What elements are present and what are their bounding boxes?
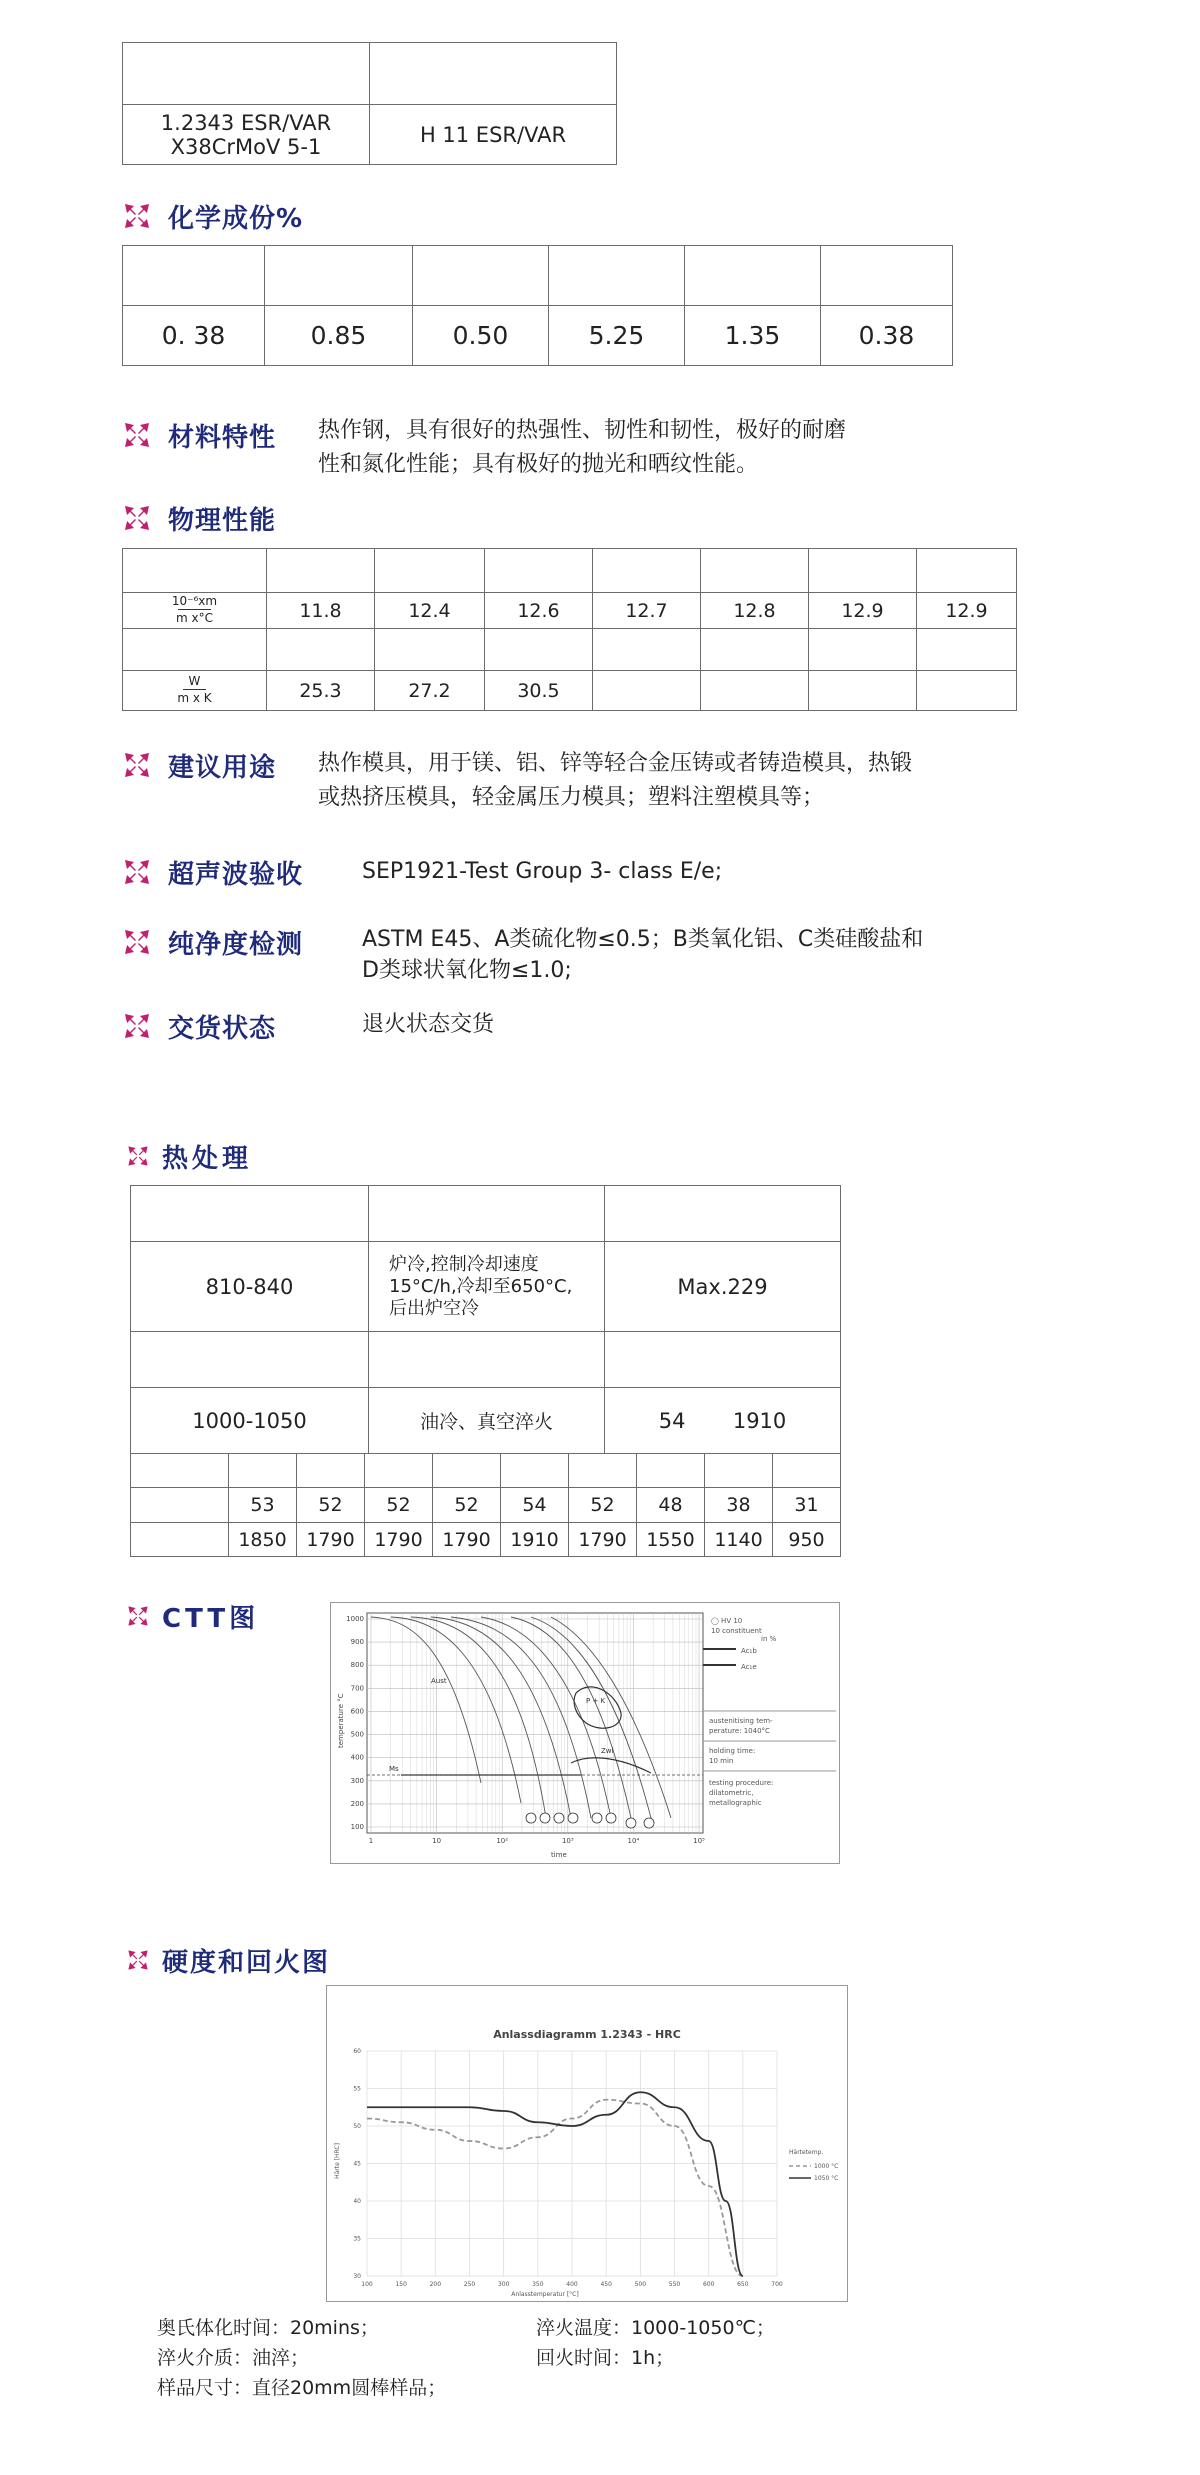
temper-hrc-label bbox=[131, 1488, 229, 1523]
tempering-legend-1050: 1050 °C bbox=[814, 2175, 839, 2182]
ctt-ac1b: Ac₁b bbox=[741, 1647, 757, 1655]
usage-text bbox=[318, 747, 912, 815]
ctt-label-pk: P + K bbox=[586, 1697, 606, 1705]
expansion-unit-cell bbox=[123, 593, 267, 629]
temper-mpa-label bbox=[131, 1523, 229, 1557]
ctt-label-ms: Ms bbox=[389, 1765, 399, 1773]
tempering-chart bbox=[326, 1985, 848, 2302]
cross-arrows-icon bbox=[126, 1948, 150, 1972]
ultrasonic-text: SEP1921-Test Group 3- class E/e; bbox=[362, 859, 723, 884]
temper-mpa-value: 1550 bbox=[637, 1523, 705, 1557]
tempering-x-tick: 300 bbox=[497, 2281, 510, 2288]
tempering-chart-svg bbox=[327, 1986, 847, 2301]
ctt-y-tick: 100 bbox=[350, 1823, 364, 1831]
tempering-x-tick: 400 bbox=[566, 2281, 578, 2288]
tempering-y-tick: 40 bbox=[353, 2198, 361, 2205]
note-medium: 淬火介质：油淬； bbox=[157, 2347, 310, 2369]
tempering-table bbox=[130, 1453, 841, 1557]
designation-aisi-cell: H 11 ESR/VAR bbox=[370, 105, 617, 165]
usage-section-title bbox=[122, 745, 276, 785]
chemical-value-si: 0.85 bbox=[265, 306, 413, 366]
chemical-value-mn: 0.50 bbox=[413, 306, 549, 366]
temper-mpa-value: 1850 bbox=[229, 1523, 297, 1557]
ctt-diagram bbox=[330, 1602, 840, 1864]
temper-hrc-value: 53 bbox=[229, 1488, 297, 1523]
ctt-title: CTT图 bbox=[162, 1603, 260, 1634]
material-text bbox=[318, 414, 846, 482]
usage-title: 建议用途 bbox=[168, 752, 277, 783]
designation-header-cell bbox=[123, 43, 370, 105]
tempering-legend-title: Härtetemp. bbox=[789, 2149, 824, 2156]
chemical-header-cell bbox=[123, 246, 265, 306]
tempering-y-tick: 45 bbox=[353, 2160, 361, 2168]
chemical-header-cell bbox=[413, 246, 549, 306]
hardening-temp: 1000-1050 bbox=[131, 1388, 369, 1454]
expansion-unit-bottom: m x°C bbox=[176, 611, 213, 625]
tempering-x-tick: 200 bbox=[429, 2281, 442, 2288]
tempering-x-tick: 350 bbox=[532, 2281, 544, 2288]
tempering-y-tick: 60 bbox=[353, 2048, 361, 2055]
ctt-y-tick: 300 bbox=[350, 1776, 364, 1785]
chemical-title: 化学成份% bbox=[168, 203, 304, 234]
cross-arrows-icon bbox=[126, 1604, 150, 1628]
ctt-y-tick: 200 bbox=[350, 1799, 364, 1808]
physical-table bbox=[122, 548, 1017, 711]
chemical-value-v: 0.38 bbox=[821, 306, 953, 366]
note-quench-temp: 淬火温度：1000-1050℃； bbox=[536, 2317, 775, 2339]
ctt-x-tick: 1 bbox=[368, 1837, 374, 1845]
temper-hrc-value: 48 bbox=[637, 1488, 705, 1523]
heat-top-table bbox=[130, 1185, 841, 1454]
ctt-x-tick: 10³ bbox=[561, 1837, 574, 1845]
tempering-ylabel: Härte [HRC] bbox=[334, 2143, 341, 2179]
expansion-value: 11.8 bbox=[267, 593, 375, 629]
cross-arrows-icon bbox=[126, 1144, 150, 1168]
material-section-title bbox=[122, 415, 276, 455]
ctt-x-tick: 10⁴ bbox=[627, 1837, 640, 1845]
chemical-header-cell bbox=[265, 246, 413, 306]
ctt-legend: 10 constituent bbox=[711, 1627, 762, 1635]
cross-arrows-icon bbox=[122, 750, 152, 780]
conductivity-value: 25.3 bbox=[267, 671, 375, 711]
tempering-y-tick: 55 bbox=[353, 2085, 361, 2093]
designation-table bbox=[122, 42, 617, 165]
ctt-y-tick: 700 bbox=[350, 1684, 364, 1693]
designation-din-1: 1.2343 ESR/VAR bbox=[160, 110, 332, 135]
ctt-y-tick: 600 bbox=[350, 1707, 364, 1716]
designation-header-cell bbox=[370, 43, 617, 105]
tempering-x-tick: 450 bbox=[600, 2281, 612, 2288]
ctt-xlabel: time bbox=[551, 1851, 567, 1859]
ctt-x-tick: 10² bbox=[496, 1837, 509, 1845]
tempering-x-tick: 500 bbox=[634, 2281, 647, 2288]
tempering-x-tick: 250 bbox=[463, 2281, 476, 2288]
temper-hrc-value: 38 bbox=[705, 1488, 773, 1523]
ctt-info: testing procedure: bbox=[709, 1779, 774, 1787]
temper-mpa-value: 1140 bbox=[705, 1523, 773, 1557]
temper-mpa-value: 1790 bbox=[569, 1523, 637, 1557]
annealing-method-line: 15°C/h,冷却至650°C, bbox=[389, 1275, 573, 1297]
chemical-value-cr: 5.25 bbox=[549, 306, 685, 366]
heat-section-title bbox=[126, 1136, 252, 1176]
ctt-section-title bbox=[126, 1596, 259, 1636]
physical-section-title bbox=[122, 498, 276, 538]
temper-mpa-value: 1790 bbox=[433, 1523, 501, 1557]
ctt-info: dilatometric, bbox=[709, 1789, 754, 1797]
annealing-method bbox=[369, 1242, 605, 1332]
note-sample: 样品尺寸：直径20mm圆棒样品； bbox=[157, 2377, 447, 2399]
conductivity-value bbox=[809, 671, 917, 711]
hardening-method: 油冷、真空淬火 bbox=[369, 1388, 605, 1454]
conductivity-unit-top: W bbox=[188, 674, 201, 688]
conductivity-value: 27.2 bbox=[375, 671, 485, 711]
expansion-value: 12.7 bbox=[593, 593, 701, 629]
purity-line: D类球状氧化物≤1.0; bbox=[362, 958, 572, 983]
hardening-hrc: 54 bbox=[658, 1408, 686, 1433]
temper-mpa-value: 1910 bbox=[501, 1523, 569, 1557]
delivery-section-title bbox=[122, 1006, 276, 1046]
temper-mpa-value: 950 bbox=[773, 1523, 841, 1557]
tempering-section-title bbox=[126, 1940, 330, 1980]
purity-section-title bbox=[122, 922, 303, 962]
cross-arrows-icon bbox=[122, 201, 152, 231]
tempering-xlabel: Anlasstemperatur [°C] bbox=[511, 2291, 579, 2298]
ctt-info: austenitising tem- bbox=[709, 1717, 773, 1725]
material-line: 热作钢，具有很好的热强性、韧性和韧性，极好的耐磨 bbox=[318, 418, 847, 443]
chemical-header-cell bbox=[821, 246, 953, 306]
tempering-y-tick: 35 bbox=[353, 2235, 361, 2243]
ctt-svg bbox=[331, 1603, 839, 1863]
ultrasonic-section-title bbox=[122, 852, 303, 892]
chemical-value-c: 0. 38 bbox=[123, 306, 265, 366]
heat-title: 热处理 bbox=[162, 1143, 253, 1174]
expansion-value: 12.8 bbox=[701, 593, 809, 629]
ctt-y-tick: 900 bbox=[350, 1638, 364, 1647]
chemical-header-cell bbox=[549, 246, 685, 306]
physical-title: 物理性能 bbox=[168, 505, 277, 536]
ctt-ac1e: Ac₁e bbox=[741, 1663, 757, 1671]
tempering-x-tick: 700 bbox=[771, 2281, 783, 2288]
ctt-y-tick: 1000 bbox=[346, 1615, 364, 1623]
temper-mpa-value: 1790 bbox=[365, 1523, 433, 1557]
ctt-info: holding time: bbox=[709, 1747, 756, 1755]
temper-hrc-value: 52 bbox=[433, 1488, 501, 1523]
cross-arrows-icon bbox=[122, 503, 152, 533]
delivery-title: 交货状态 bbox=[168, 1013, 277, 1044]
note-austenitize: 奥氏体化时间：20mins； bbox=[157, 2317, 379, 2339]
temper-hrc-value: 52 bbox=[297, 1488, 365, 1523]
tempering-y-tick: 50 bbox=[353, 2123, 361, 2130]
usage-line: 或热挤压模具，轻金属压力模具；塑料注塑模具等； bbox=[318, 785, 825, 810]
tempering-x-tick: 600 bbox=[702, 2281, 715, 2288]
annealing-hardness: Max.229 bbox=[605, 1242, 841, 1332]
usage-line: 热作模具，用于镁、铝、锌等轻合金压铸或者铸造模具，热锻 bbox=[318, 751, 913, 776]
expansion-value: 12.9 bbox=[917, 593, 1017, 629]
tempering-x-tick: 100 bbox=[361, 2281, 373, 2288]
temper-hrc-value: 52 bbox=[569, 1488, 637, 1523]
cross-arrows-icon bbox=[122, 927, 152, 957]
expansion-value: 12.4 bbox=[375, 593, 485, 629]
note-temper-time: 回火时间：1h； bbox=[536, 2347, 675, 2369]
tempering-x-tick: 150 bbox=[395, 2281, 407, 2288]
ctt-y-tick: 400 bbox=[350, 1753, 364, 1762]
purity-title: 纯净度检测 bbox=[168, 929, 304, 960]
ctt-x-tick: 10⁵ bbox=[693, 1837, 705, 1845]
ctt-info: perature: 1040°C bbox=[709, 1727, 770, 1735]
tempering-x-tick: 650 bbox=[737, 2281, 749, 2288]
tempering-x-tick: 550 bbox=[668, 2281, 681, 2288]
ctt-x-tick: 10 bbox=[432, 1837, 442, 1845]
ctt-y-tick: 800 bbox=[350, 1661, 364, 1670]
temper-hrc-value: 52 bbox=[365, 1488, 433, 1523]
material-line: 性和氮化性能；具有极好的抛光和晒纹性能。 bbox=[318, 452, 759, 477]
ctt-info: 10 min bbox=[709, 1757, 734, 1765]
ctt-info: metallographic bbox=[709, 1799, 762, 1807]
cross-arrows-icon bbox=[122, 420, 152, 450]
temper-hrc-value: 31 bbox=[773, 1488, 841, 1523]
expansion-value: 12.6 bbox=[485, 593, 593, 629]
chemical-table bbox=[122, 245, 953, 366]
tempering-title: 硬度和回火图 bbox=[162, 1947, 331, 1978]
temper-hrc-value: 54 bbox=[501, 1488, 569, 1523]
tempering-y-tick: 30 bbox=[353, 2273, 361, 2280]
cross-arrows-icon bbox=[122, 1011, 152, 1041]
annealing-method-line: 后出炉空冷 bbox=[389, 1297, 479, 1319]
chemical-header-cell bbox=[685, 246, 821, 306]
conductivity-value bbox=[917, 671, 1017, 711]
ctt-legend: in % bbox=[761, 1635, 777, 1643]
delivery-text: 退火状态交货 bbox=[362, 1012, 495, 1037]
chemical-section-title bbox=[122, 196, 303, 236]
ctt-label-zw: Zwi bbox=[601, 1747, 614, 1755]
annealing-temp: 810-840 bbox=[131, 1242, 369, 1332]
chemical-value-mo: 1.35 bbox=[685, 306, 821, 366]
ctt-legend: ◯ HV 10 bbox=[711, 1617, 743, 1625]
conductivity-value bbox=[701, 671, 809, 711]
purity-line: ASTM E45、A类硫化物≤0.5；B类氧化铝、C类硅酸盐和 bbox=[362, 927, 924, 952]
purity-text bbox=[362, 924, 923, 986]
ctt-y-tick: 500 bbox=[350, 1730, 364, 1739]
conductivity-value bbox=[593, 671, 701, 711]
annealing-method-line: 炉冷,控制冷却速度 bbox=[389, 1253, 539, 1275]
ctt-ylabel: temperature °C bbox=[337, 1693, 345, 1748]
conductivity-unit-cell bbox=[123, 671, 267, 711]
designation-din-cell bbox=[123, 105, 370, 165]
temper-mpa-value: 1790 bbox=[297, 1523, 365, 1557]
conductivity-unit-bottom: m x K bbox=[177, 691, 212, 705]
designation-din-2: X38CrMoV 5-1 bbox=[170, 134, 322, 159]
material-title: 材料特性 bbox=[168, 422, 277, 453]
cross-arrows-icon bbox=[122, 857, 152, 887]
tempering-chart-title: Anlassdiagramm 1.2343 - HRC bbox=[493, 2028, 681, 2041]
conductivity-value: 30.5 bbox=[485, 671, 593, 711]
hardening-mpa: 1910 bbox=[732, 1408, 787, 1433]
expansion-unit-top: 10⁻⁶xm bbox=[171, 594, 218, 608]
ultrasonic-title: 超声波验收 bbox=[168, 859, 304, 890]
hardening-result bbox=[605, 1388, 841, 1454]
expansion-value: 12.9 bbox=[809, 593, 917, 629]
series-line-1050 bbox=[367, 2092, 743, 2276]
tempering-legend-1000: 1000 °C bbox=[814, 2163, 839, 2170]
ctt-label-aust: Aust bbox=[431, 1677, 447, 1685]
